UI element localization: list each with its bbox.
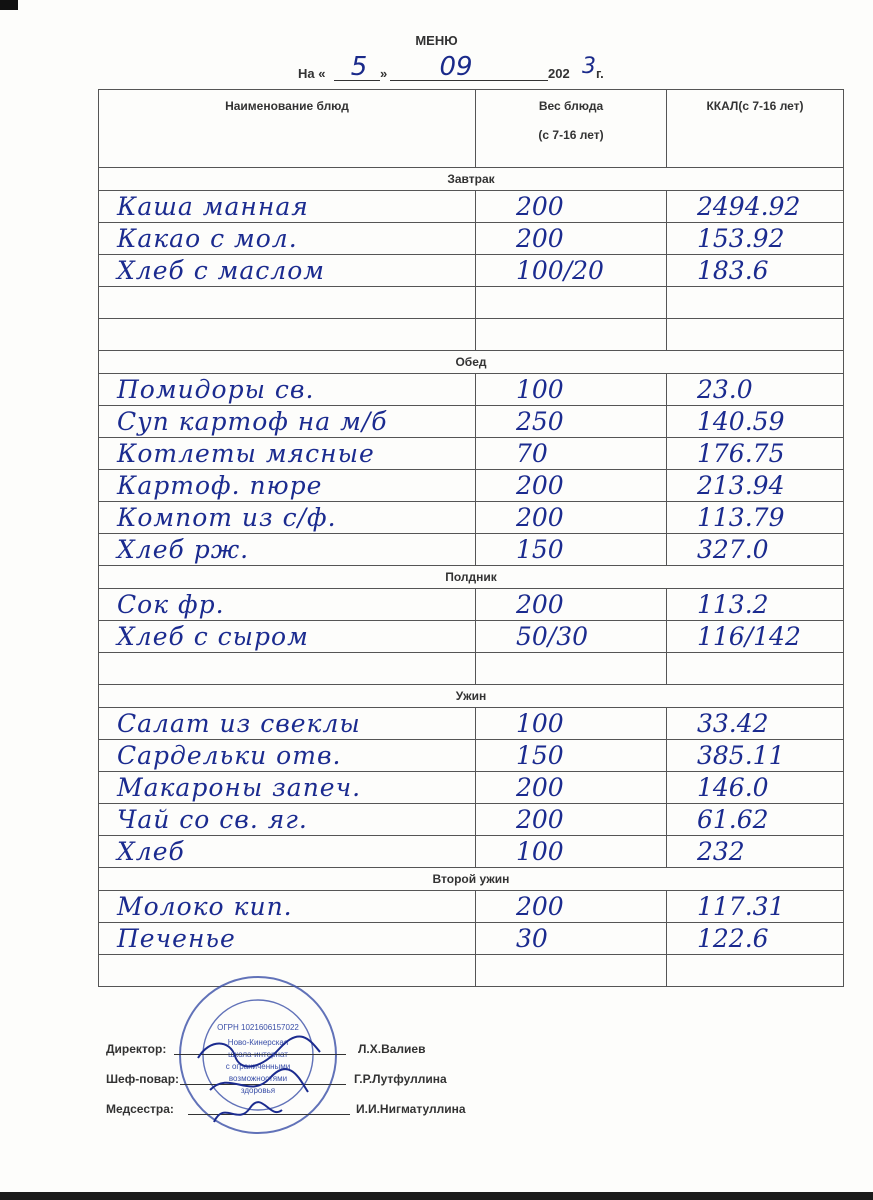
kcal-text: 146.0	[697, 773, 769, 802]
date-suffix: г.	[596, 66, 604, 81]
table-row	[99, 891, 844, 923]
table-row	[99, 319, 844, 351]
signature-name: Л.Х.Валиев	[358, 1042, 426, 1056]
header-weight-line2: (с 7-16 лет)	[538, 128, 604, 142]
kcal-cell	[667, 319, 844, 351]
kcal-cell	[667, 621, 844, 653]
kcal-text	[667, 654, 697, 683]
dish-cell	[99, 923, 476, 955]
weight-text: 250	[516, 407, 564, 436]
weight-cell	[476, 891, 667, 923]
weight-cell	[476, 255, 667, 287]
kcal-text: 113.2	[697, 590, 769, 619]
dish-text: Хлеб с сыром	[117, 622, 309, 651]
menu-body	[99, 168, 844, 987]
weight-cell	[476, 708, 667, 740]
stamp-line: здоровья	[240, 1086, 276, 1095]
weight-text: 200	[516, 892, 564, 921]
weight-text: 100	[516, 375, 564, 404]
dish-text: Салат из свеклы	[117, 709, 361, 738]
kcal-cell	[667, 740, 844, 772]
dish-cell	[99, 804, 476, 836]
dish-text	[99, 956, 117, 985]
dish-text: Какао с мол.	[117, 224, 298, 253]
weight-text: 100/20	[516, 256, 604, 285]
stamp-line: возможностями	[228, 1074, 288, 1083]
menu-table	[98, 89, 844, 987]
stamp-line: Ново-Кинерская	[227, 1038, 289, 1047]
signature-name: И.И.Нигматуллина	[356, 1102, 466, 1116]
kcal-text: 213.94	[697, 471, 785, 500]
table-row	[99, 502, 844, 534]
weight-cell	[476, 470, 667, 502]
signature-director	[106, 1042, 606, 1072]
signature-nurse	[106, 1102, 606, 1132]
month-underline	[390, 80, 548, 81]
kcal-text: 327.0	[697, 535, 769, 564]
table-row	[99, 621, 844, 653]
dish-cell	[99, 287, 476, 319]
section-row	[99, 168, 844, 191]
weight-cell	[476, 502, 667, 534]
weight-text	[476, 320, 516, 349]
kcal-cell	[667, 191, 844, 223]
dish-text: Хлеб	[117, 837, 185, 866]
kcal-cell	[667, 804, 844, 836]
kcal-cell	[667, 438, 844, 470]
table-row	[99, 255, 844, 287]
weight-text	[476, 654, 516, 683]
kcal-cell	[667, 955, 844, 987]
weight-cell	[476, 374, 667, 406]
dish-text: Суп картоф на м/б	[117, 407, 388, 436]
dish-text: Котлеты мясные	[117, 439, 375, 468]
weight-cell	[476, 191, 667, 223]
dish-text	[99, 320, 117, 349]
dish-cell	[99, 534, 476, 566]
weight-text	[476, 288, 516, 317]
section-row	[99, 566, 844, 589]
kcal-text: 385.11	[697, 741, 785, 770]
weight-cell	[476, 621, 667, 653]
dish-cell	[99, 955, 476, 987]
weight-cell	[476, 319, 667, 351]
dish-text: Компот из с/ф.	[117, 503, 337, 532]
weight-cell	[476, 955, 667, 987]
table-row	[99, 772, 844, 804]
weight-text: 100	[516, 837, 564, 866]
table-row	[99, 470, 844, 502]
day-underline	[334, 80, 380, 81]
dish-text: Помидоры св.	[117, 375, 315, 404]
weight-cell	[476, 923, 667, 955]
weight-text: 200	[516, 192, 564, 221]
kcal-text: 116/142	[697, 622, 801, 651]
weight-text: 200	[516, 224, 564, 253]
table-row	[99, 223, 844, 255]
dish-cell	[99, 740, 476, 772]
dish-cell	[99, 589, 476, 621]
kcal-text	[667, 956, 697, 985]
signature-role: Медсестра:	[106, 1102, 174, 1116]
header-weight	[476, 90, 667, 168]
dish-cell	[99, 653, 476, 685]
dish-text	[99, 288, 117, 317]
weight-text: 50/30	[516, 622, 589, 651]
kcal-text: 117.31	[697, 892, 785, 921]
table-row	[99, 708, 844, 740]
weight-text: 70	[516, 439, 548, 468]
dish-cell	[99, 502, 476, 534]
dish-text: Хлеб рж.	[117, 535, 250, 564]
kcal-text: 232	[697, 837, 745, 866]
table-row	[99, 406, 844, 438]
weight-text: 200	[516, 773, 564, 802]
kcal-text: 140.59	[697, 407, 785, 436]
weight-cell	[476, 223, 667, 255]
kcal-cell	[667, 502, 844, 534]
weight-text: 200	[516, 471, 564, 500]
kcal-text: 113.79	[697, 503, 785, 532]
weight-cell	[476, 804, 667, 836]
date-day: 5	[350, 52, 368, 82]
table-row	[99, 534, 844, 566]
section-title: Полдник	[99, 566, 844, 589]
scan-corner-mark	[0, 0, 18, 10]
dish-text: Сок фр.	[117, 590, 225, 619]
kcal-text: 122.6	[697, 924, 769, 953]
weight-cell	[476, 589, 667, 621]
header-weight-line1: Вес блюда	[538, 99, 604, 113]
stamp-line: ОГРН 1021606157022	[217, 1023, 299, 1032]
dish-text: Хлеб с маслом	[117, 256, 325, 285]
kcal-cell	[667, 923, 844, 955]
dish-text: Печенье	[117, 924, 236, 953]
section-row	[99, 868, 844, 891]
kcal-text	[667, 320, 697, 349]
dish-cell	[99, 891, 476, 923]
section-title: Второй ужин	[99, 868, 844, 891]
table-row	[99, 836, 844, 868]
weight-text: 100	[516, 709, 564, 738]
section-row	[99, 351, 844, 374]
dish-text	[99, 654, 117, 683]
table-row	[99, 653, 844, 685]
header-name: Наименование блюд	[99, 90, 476, 168]
signatures-block	[106, 1042, 606, 1132]
weight-text	[476, 956, 516, 985]
kcal-text: 183.6	[697, 256, 769, 285]
kcal-text: 33.42	[697, 709, 769, 738]
document-title: МЕНЮ	[415, 33, 458, 48]
date-month: 09	[439, 52, 473, 82]
kcal-cell	[667, 255, 844, 287]
kcal-cell	[667, 708, 844, 740]
kcal-cell	[667, 891, 844, 923]
dish-cell	[99, 191, 476, 223]
section-title: Обед	[99, 351, 844, 374]
date-year-prefix: 202	[548, 66, 570, 81]
signature-role: Шеф-повар:	[106, 1072, 180, 1086]
kcal-cell	[667, 470, 844, 502]
table-row	[99, 589, 844, 621]
table-row	[99, 438, 844, 470]
date-year-digit: 3	[582, 54, 596, 79]
signature-name: Г.Р.Лутфуллина	[354, 1072, 447, 1086]
dish-text: Макароны запеч.	[117, 773, 362, 802]
date-middle: »	[380, 66, 388, 81]
kcal-text: 23.0	[697, 375, 753, 404]
dish-cell	[99, 772, 476, 804]
kcal-cell	[667, 653, 844, 685]
section-title: Ужин	[99, 685, 844, 708]
dish-cell	[99, 438, 476, 470]
weight-cell	[476, 740, 667, 772]
weight-cell	[476, 406, 667, 438]
dish-cell	[99, 836, 476, 868]
dish-text: Молоко кип.	[117, 892, 293, 921]
kcal-cell	[667, 287, 844, 319]
weight-text: 200	[516, 805, 564, 834]
date-prefix: На «	[298, 66, 326, 81]
kcal-text	[667, 288, 697, 317]
scan-bottom-edge	[0, 1192, 873, 1200]
weight-cell	[476, 653, 667, 685]
kcal-text: 176.75	[697, 439, 785, 468]
dish-text: Картоф. пюре	[117, 471, 323, 500]
kcal-cell	[667, 589, 844, 621]
section-row	[99, 685, 844, 708]
dish-text: Сардельки отв.	[117, 741, 342, 770]
section-title: Завтрак	[99, 168, 844, 191]
dish-cell	[99, 470, 476, 502]
table-row	[99, 374, 844, 406]
dish-text: Чай со св. яг.	[117, 805, 308, 834]
table-row	[99, 740, 844, 772]
dish-cell	[99, 406, 476, 438]
weight-text: 150	[516, 535, 564, 564]
kcal-cell	[667, 836, 844, 868]
kcal-cell	[667, 374, 844, 406]
weight-cell	[476, 836, 667, 868]
weight-text: 200	[516, 503, 564, 532]
stamp-line: с ограниченными	[225, 1062, 291, 1071]
weight-text: 150	[516, 741, 564, 770]
table-row	[99, 955, 844, 987]
kcal-cell	[667, 223, 844, 255]
date-line	[298, 52, 618, 84]
kcal-cell	[667, 534, 844, 566]
kcal-cell	[667, 772, 844, 804]
signature-line	[174, 1054, 346, 1055]
signature-line	[188, 1114, 350, 1115]
dish-cell	[99, 374, 476, 406]
signature-chef	[106, 1072, 606, 1102]
dish-cell	[99, 255, 476, 287]
weight-cell	[476, 772, 667, 804]
kcal-text: 2494.92	[697, 192, 801, 221]
table-row	[99, 191, 844, 223]
weight-cell	[476, 534, 667, 566]
dish-text: Каша манная	[117, 192, 309, 221]
kcal-cell	[667, 406, 844, 438]
dish-cell	[99, 621, 476, 653]
dish-cell	[99, 708, 476, 740]
kcal-text: 153.92	[697, 224, 785, 253]
stamp-line: школа-интернат	[228, 1050, 288, 1059]
weight-cell	[476, 438, 667, 470]
signature-line	[180, 1084, 346, 1085]
table-row	[99, 287, 844, 319]
table-row	[99, 923, 844, 955]
signature-role: Директор:	[106, 1042, 167, 1056]
weight-text: 200	[516, 590, 564, 619]
dish-cell	[99, 223, 476, 255]
weight-text: 30	[516, 924, 548, 953]
dish-cell	[99, 319, 476, 351]
table-row	[99, 804, 844, 836]
weight-cell	[476, 287, 667, 319]
header-kcal: ККАЛ(с 7-16 лет)	[667, 90, 844, 168]
header-row	[99, 90, 844, 168]
kcal-text: 61.62	[697, 805, 769, 834]
